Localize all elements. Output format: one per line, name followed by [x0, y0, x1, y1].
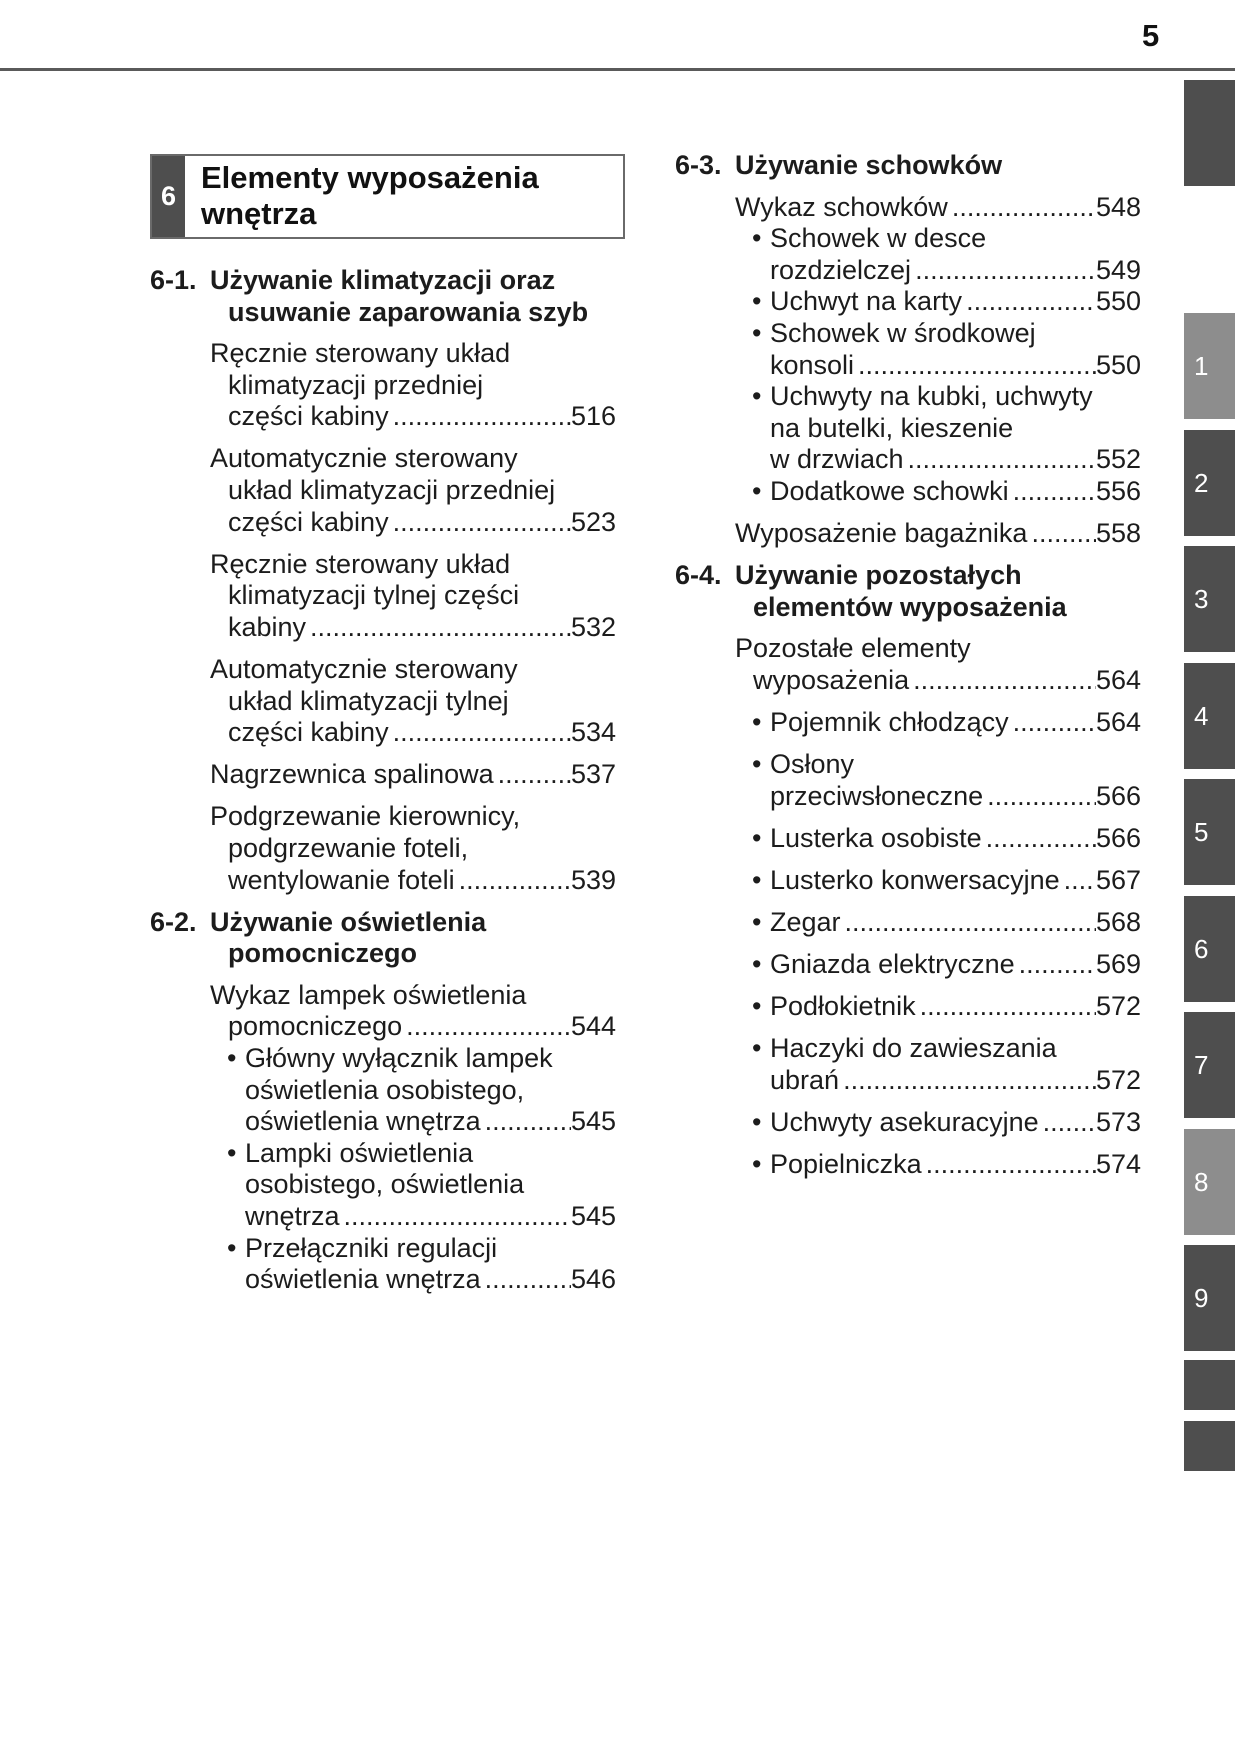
toc-page-number[interactable]: 552	[1095, 444, 1141, 475]
toc-page-number[interactable]: 523	[570, 506, 616, 537]
toc-bullet-item[interactable]	[735, 865, 1141, 897]
chapter-title-line: Elementy wyposażenia	[201, 160, 539, 195]
chapter-tab-8[interactable]: 8	[1184, 1129, 1235, 1235]
toc-entry[interactable]	[210, 980, 616, 1043]
bullet-icon: •	[752, 991, 762, 1022]
toc-text: Ręcznie sterowany układ	[210, 548, 511, 579]
toc-entry[interactable]	[210, 443, 616, 538]
section-title-line: Używanie oświetlenia	[210, 906, 487, 937]
toc-line	[770, 350, 1141, 382]
section-title-line: Używanie klimatyzacji oraz	[210, 265, 556, 295]
toc-text: Uchwyty asekuracyjne	[770, 1106, 1039, 1137]
toc-page-number[interactable]: 546	[570, 1264, 616, 1295]
dot-leader	[344, 1201, 571, 1233]
section-heading	[675, 150, 1141, 182]
toc-line	[210, 338, 616, 370]
toc-text: układ klimatyzacji przedniej	[228, 475, 556, 506]
bullet-icon: •	[752, 749, 762, 780]
toc-line	[770, 781, 1141, 813]
section-number: 6-2.	[150, 906, 197, 937]
bullet-icon: •	[752, 223, 762, 254]
toc-page-number[interactable]: 545	[570, 1106, 616, 1137]
toc-line	[770, 286, 1141, 318]
toc-entry[interactable]	[210, 338, 616, 433]
bullet-icon: •	[752, 864, 762, 895]
toc-line	[770, 949, 1141, 981]
toc-bullet-item[interactable]	[735, 949, 1141, 981]
toc-entry[interactable]	[210, 801, 616, 896]
toc-page-number[interactable]: 569	[1095, 949, 1141, 980]
toc-page-number[interactable]: 545	[570, 1201, 616, 1232]
toc-line	[245, 1106, 616, 1138]
toc-entry[interactable]	[210, 549, 616, 644]
toc-text: Popielniczka	[770, 1149, 922, 1180]
dot-leader	[858, 350, 1096, 382]
dot-leader	[1031, 518, 1095, 550]
chapter-tab-9[interactable]: 9	[1184, 1245, 1235, 1351]
toc-bullet-item[interactable]	[735, 318, 1141, 381]
toc-text: Uchwyt na karty	[770, 286, 963, 317]
toc-line	[770, 318, 1141, 350]
toc-line	[210, 801, 616, 833]
toc-text: rozdzielczej	[770, 254, 912, 285]
toc-line	[770, 444, 1141, 476]
toc-line	[245, 1233, 616, 1265]
header-rule	[0, 68, 1235, 71]
section-heading	[150, 265, 616, 328]
toc-line	[770, 1033, 1141, 1065]
toc-text: oświetlenia osobistego,	[245, 1074, 525, 1105]
chapter-tab-5[interactable]: 5	[1184, 779, 1235, 885]
toc-page-number[interactable]: 572	[1095, 1064, 1141, 1095]
toc-line	[210, 443, 616, 475]
toc-text: Automatycznie sterowany	[210, 654, 518, 685]
toc-page-number[interactable]: 566	[1095, 780, 1141, 811]
chapter-tab[interactable]	[1184, 80, 1235, 186]
toc-text: Podłokietnik	[770, 991, 916, 1022]
toc-line	[210, 612, 616, 644]
dot-leader	[393, 401, 571, 433]
toc-text: Wyposażenie bagażnika	[735, 518, 1028, 549]
toc-entry[interactable]	[210, 759, 616, 791]
bullet-icon: •	[752, 822, 762, 853]
toc-text: klimatyzacji tylnej części	[228, 580, 520, 611]
dot-leader	[1019, 949, 1096, 981]
dot-leader	[908, 444, 1096, 476]
chapter-number: 6	[152, 156, 185, 237]
toc-line	[770, 991, 1141, 1023]
section-number: 6-3.	[675, 150, 722, 180]
toc-line	[770, 476, 1141, 508]
chapter-tab-2[interactable]: 2	[1184, 430, 1235, 536]
bullet-icon: •	[752, 1033, 762, 1064]
toc-bullet-item[interactable]	[735, 223, 1141, 286]
section-title-line: Używanie schowków	[735, 150, 1003, 180]
toc-bullet-item[interactable]	[210, 1233, 616, 1296]
toc-page-number[interactable]: 564	[1095, 707, 1141, 737]
dot-leader	[913, 665, 1096, 697]
toc-page-number[interactable]: 558	[1095, 518, 1141, 549]
toc-text: na butelki, kieszenie	[770, 412, 1014, 443]
toc-page-number[interactable]: 564	[1095, 664, 1141, 695]
bullet-icon: •	[227, 1043, 237, 1074]
toc-left-column	[150, 265, 616, 1296]
toc-page-number[interactable]: 532	[570, 611, 616, 642]
toc-bullet-item[interactable]	[735, 1107, 1141, 1139]
section-title-line: pomocniczego	[228, 938, 418, 969]
toc-bullet-item[interactable]	[735, 749, 1141, 812]
toc-bullet-item[interactable]	[735, 907, 1141, 939]
toc-text: oświetlenia wnętrza	[245, 1264, 481, 1295]
dot-leader	[915, 255, 1096, 287]
dot-leader	[987, 781, 1096, 813]
dot-leader	[459, 865, 571, 897]
toc-text: Haczyki do zawieszania	[770, 1033, 1057, 1064]
toc-text: w drzwiach	[770, 444, 904, 475]
toc-text: Dodatkowe schowki	[770, 475, 1009, 506]
toc-bullet-item[interactable]	[735, 286, 1141, 318]
toc-line	[770, 255, 1141, 287]
toc-page-number[interactable]: 548	[1095, 191, 1141, 222]
toc-line	[210, 580, 616, 612]
dot-leader	[1043, 1107, 1096, 1139]
toc-line	[245, 1264, 616, 1296]
toc-page-number[interactable]: 550	[1095, 286, 1141, 317]
toc-line	[770, 1107, 1141, 1139]
bullet-icon: •	[752, 381, 762, 412]
toc-line	[210, 717, 616, 749]
toc-line	[245, 1043, 616, 1075]
toc-line	[210, 401, 616, 433]
toc-line	[245, 1075, 616, 1107]
dot-leader	[926, 1149, 1096, 1181]
toc-text: konsoli	[770, 349, 855, 380]
section-number: 6-4.	[675, 560, 722, 591]
toc-page-number[interactable]: 567	[1095, 864, 1141, 895]
bullet-icon: •	[752, 949, 762, 980]
toc-line	[735, 518, 1141, 550]
bullet-icon: •	[227, 1232, 237, 1263]
toc-line	[770, 865, 1141, 897]
dot-leader	[986, 823, 1096, 855]
toc-text: Pojemnik chłodzący	[770, 707, 1009, 737]
page-number: 5	[1142, 18, 1160, 53]
toc-line	[210, 475, 616, 507]
bullet-icon: •	[752, 317, 762, 348]
toc-bullet-item[interactable]	[735, 1033, 1141, 1096]
chapter-tab[interactable]	[1184, 1360, 1235, 1410]
toc-line	[210, 1011, 616, 1043]
toc-line	[210, 370, 616, 402]
dot-leader	[498, 759, 571, 791]
toc-page-number[interactable]: 556	[1095, 475, 1141, 506]
toc-line	[210, 507, 616, 539]
bullet-icon: •	[752, 707, 762, 737]
toc-text: Uchwyty na kubki, uchwyty	[770, 381, 1093, 412]
toc-text: Gniazda elektryczne	[770, 949, 1015, 980]
toc-bullet-item[interactable]	[735, 381, 1141, 476]
toc-line	[210, 833, 616, 865]
toc-text: osobistego, oświetlenia	[245, 1169, 525, 1200]
dot-leader	[1013, 476, 1096, 508]
toc-line	[245, 1201, 616, 1233]
dot-leader	[966, 286, 1096, 318]
toc-text: Wykaz lampek oświetlenia	[210, 979, 527, 1010]
toc-text: wyposażenia	[753, 664, 910, 695]
toc-line	[735, 665, 1141, 697]
bullet-icon: •	[752, 1106, 762, 1137]
section-number: 6-1.	[150, 265, 197, 295]
toc-line	[210, 686, 616, 718]
chapter-tab[interactable]	[1184, 1421, 1235, 1471]
toc-text: Główny wyłącznik lampek	[245, 1043, 553, 1074]
toc-page-number[interactable]: 573	[1095, 1106, 1141, 1137]
toc-page-number[interactable]: 566	[1095, 822, 1141, 853]
bullet-icon: •	[752, 906, 762, 937]
toc-text: Lampki oświetlenia	[245, 1137, 474, 1168]
toc-line	[770, 823, 1141, 855]
chapter-tab-3[interactable]: 3	[1184, 546, 1235, 652]
toc-text: Pozostałe elementy	[735, 633, 971, 664]
toc-line	[770, 749, 1141, 781]
chapter-tab-6[interactable]: 6	[1184, 896, 1235, 1002]
toc-page-number[interactable]: 550	[1095, 349, 1141, 380]
toc-text: Schowek w desce	[770, 223, 987, 254]
dot-leader	[310, 612, 571, 644]
toc-line	[735, 192, 1141, 224]
dot-leader	[1013, 707, 1096, 739]
toc-text: oświetlenia wnętrza	[245, 1106, 481, 1137]
toc-text: Osłony	[770, 749, 855, 780]
toc-line	[210, 654, 616, 686]
toc-line	[245, 1169, 616, 1201]
toc-line	[770, 1065, 1141, 1097]
chapter-heading	[150, 154, 625, 239]
toc-text: Automatycznie sterowany	[210, 443, 518, 474]
chapter-tab-4[interactable]: 4	[1184, 663, 1235, 769]
toc-line	[770, 223, 1141, 255]
toc-bullet-item[interactable]	[210, 1043, 616, 1138]
section-heading	[150, 906, 616, 970]
toc-text: Lusterka osobiste	[770, 822, 982, 853]
toc-line	[245, 1138, 616, 1170]
toc-bullet-item[interactable]	[210, 1138, 616, 1233]
dot-leader	[406, 1011, 571, 1043]
toc-line	[210, 865, 616, 897]
toc-right-column	[675, 150, 1141, 1181]
toc-text: Lusterko konwersacyjne	[770, 864, 1060, 895]
toc-page-number[interactable]: 544	[570, 1011, 616, 1042]
toc-line	[735, 633, 1141, 665]
toc-line	[770, 381, 1141, 413]
dot-leader	[393, 717, 571, 749]
toc-text: ubrań	[770, 1064, 840, 1095]
toc-text: Schowek w środkowej	[770, 317, 1036, 348]
toc-page-number[interactable]: 537	[570, 759, 616, 790]
dot-leader	[920, 991, 1096, 1023]
dot-leader	[393, 507, 571, 539]
toc-bullet-item[interactable]	[735, 476, 1141, 508]
chapter-tab-7[interactable]: 7	[1184, 1012, 1235, 1118]
bullet-icon: •	[227, 1137, 237, 1168]
chapter-title-line: wnętrza	[201, 196, 317, 231]
toc-text: części kabiny	[228, 401, 389, 432]
toc-bullet-item[interactable]	[735, 707, 1141, 739]
toc-line	[210, 549, 616, 581]
toc-page-number[interactable]: 539	[570, 864, 616, 895]
toc-text: Podgrzewanie kierownicy,	[210, 801, 521, 832]
bullet-icon: •	[752, 1149, 762, 1180]
dot-leader	[845, 907, 1096, 939]
toc-line	[770, 907, 1141, 939]
toc-entry[interactable]	[735, 192, 1141, 224]
dot-leader	[843, 1065, 1096, 1097]
toc-page-number[interactable]: 568	[1095, 906, 1141, 937]
toc-page-number[interactable]: 516	[570, 401, 616, 432]
section-title-line: elementów wyposażenia	[753, 591, 1067, 622]
toc-text: pomocniczego	[228, 1011, 403, 1042]
toc-text: układ klimatyzacji tylnej	[228, 685, 509, 716]
toc-text: części kabiny	[228, 506, 389, 537]
toc-bullet-item[interactable]	[735, 823, 1141, 855]
toc-text: przeciwsłoneczne	[770, 780, 984, 811]
toc-text: Ręcznie sterowany układ	[210, 338, 511, 369]
toc-line	[770, 707, 1141, 739]
toc-line	[770, 1149, 1141, 1181]
toc-text: części kabiny	[228, 717, 389, 748]
toc-text: klimatyzacji przedniej	[228, 369, 484, 400]
toc-page-number[interactable]: 549	[1095, 254, 1141, 285]
toc-text: wentylowanie foteli	[228, 864, 455, 895]
toc-text: podgrzewanie foteli,	[228, 833, 469, 863]
toc-text: kabiny	[228, 611, 307, 642]
toc-text: Przełączniki regulacji	[245, 1232, 498, 1263]
toc-entry[interactable]	[735, 518, 1141, 550]
bullet-icon: •	[752, 286, 762, 317]
toc-text: wnętrza	[245, 1201, 340, 1232]
toc-line	[210, 759, 616, 791]
bullet-icon: •	[752, 475, 762, 506]
section-title-line: Używanie pozostałych	[735, 560, 1022, 591]
dot-leader	[1064, 865, 1096, 897]
toc-bullet-item[interactable]	[735, 1149, 1141, 1181]
chapter-title	[185, 156, 539, 237]
toc-line	[210, 980, 616, 1012]
toc-text: Zegar	[770, 906, 841, 937]
toc-page-number[interactable]: 574	[1095, 1149, 1141, 1180]
toc-page-number[interactable]: 534	[570, 717, 616, 748]
toc-text: Wykaz schowków	[735, 191, 948, 222]
toc-bullet-item[interactable]	[735, 991, 1141, 1023]
dot-leader	[485, 1106, 571, 1138]
toc-text: Nagrzewnica spalinowa	[210, 759, 494, 790]
section-heading	[675, 560, 1141, 623]
dot-leader	[952, 192, 1096, 224]
toc-entry[interactable]	[735, 633, 1141, 696]
dot-leader	[485, 1264, 571, 1296]
chapter-tab-1[interactable]: 1	[1184, 313, 1235, 419]
section-title-line: usuwanie zaparowania szyb	[228, 296, 589, 327]
toc-page-number[interactable]: 572	[1095, 991, 1141, 1022]
toc-line	[770, 413, 1141, 445]
toc-entry[interactable]	[210, 654, 616, 749]
